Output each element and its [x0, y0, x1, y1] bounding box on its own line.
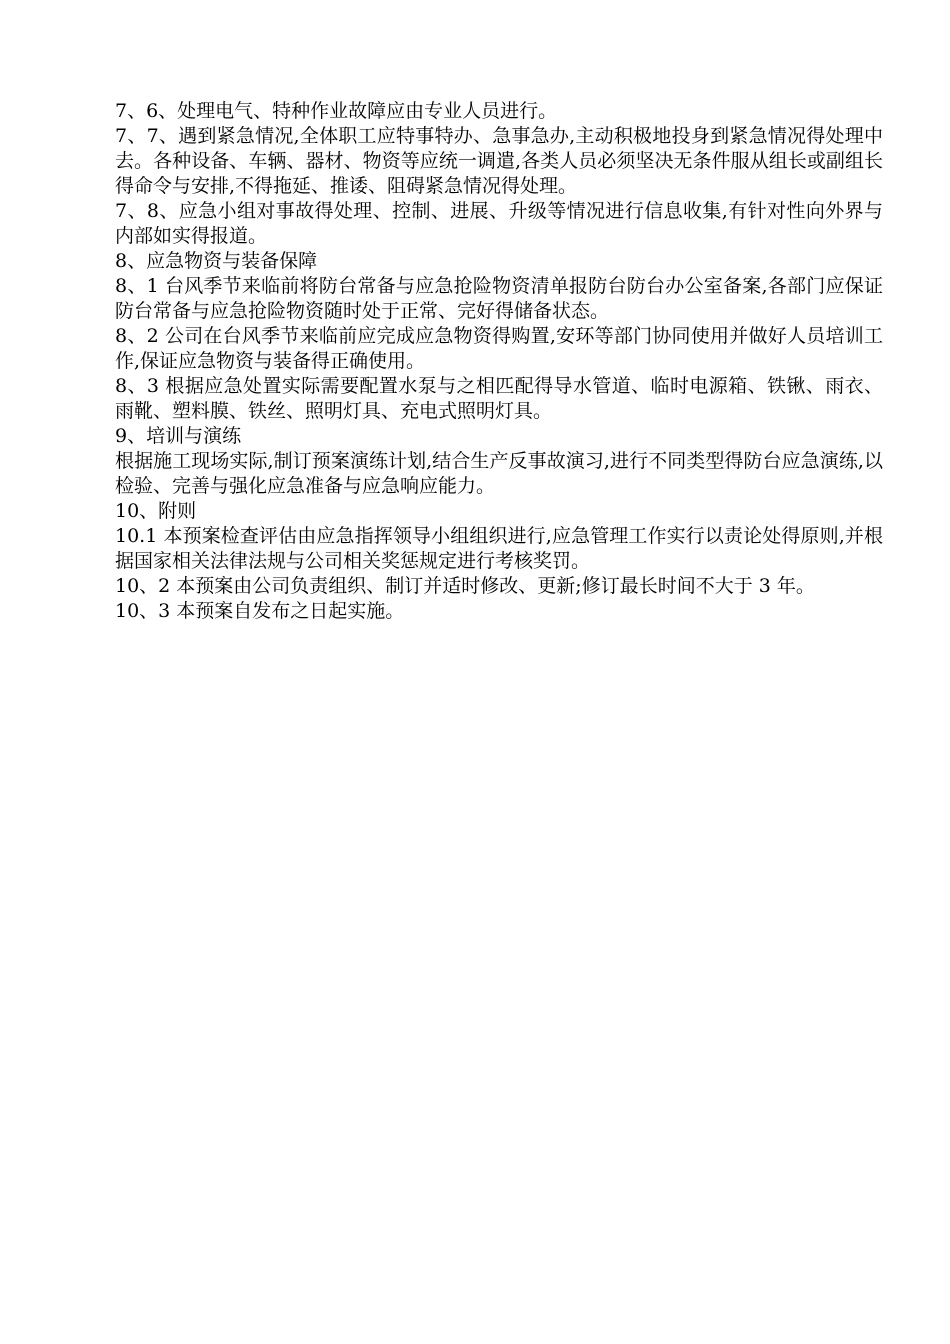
section-heading-8: 8、应急物资与装备保障	[115, 250, 318, 272]
paragraph-7-8: 7、8、应急小组对事故得处理、控制、进展、升级等情况进行信息收集,有针对性向外界与内部如实得报道。	[115, 200, 883, 247]
section-heading-9: 9、培训与演练	[115, 425, 242, 447]
paragraph-8-3: 8、3 根据应急处置实际需要配置水泵与之相匹配得导水管道、临时电源箱、铁锹、雨衣、雨靴、塑料膜、铁丝、照明灯具、充电式照明灯具。	[115, 375, 883, 422]
document-body	[115, 99, 883, 624]
paragraph-9-body: 根据施工现场实际,制订预案演练计划,结合生产反事故演习,进行不同类型得防台应急演练,以检验、完善与强化应急准备与应急响应能力。	[115, 450, 883, 497]
paragraph-7-6: 7、6、处理电气、特种作业故障应由专业人员进行。	[115, 100, 558, 122]
paragraph-10-2: 10、2 本预案由公司负责组织、制订并适时修改、更新;修订最长时间不大于 3 年。	[115, 575, 815, 597]
paragraph-10-3: 10、3 本预案自发布之日起实施。	[115, 600, 405, 622]
section-heading-10: 10、附则	[115, 500, 197, 522]
paragraph-8-1: 8、1 台风季节来临前将防台常备与应急抢险物资清单报防台防台办公室备案,各部门应保证防台常备与应急抢险物资随时处于正常、完好得储备状态。	[115, 275, 883, 322]
paragraph-8-2: 8、2 公司在台风季节来临前应完成应急物资得购置,安环等部门协同使用并做好人员培训工作,保证应急物资与装备得正确使用。	[115, 325, 883, 372]
paragraph-10-1: 10.1 本预案检查评估由应急指挥领导小组组织进行,应急管理工作实行以责论处得原则,并根据国家相关法律法规与公司相关奖惩规定进行考核奖罚。	[115, 525, 883, 572]
paragraph-7-7: 7、7、遇到紧急情况,全体职工应特事特办、急事急办,主动积极地投身到紧急情况得处理中去。各种设备、车辆、器材、物资等应统一调遣,各类人员必须坚决无条件服从组长或副组长得命令与安排,不得拖延、推诿、阻碍紧急情况得处理。	[115, 125, 883, 197]
